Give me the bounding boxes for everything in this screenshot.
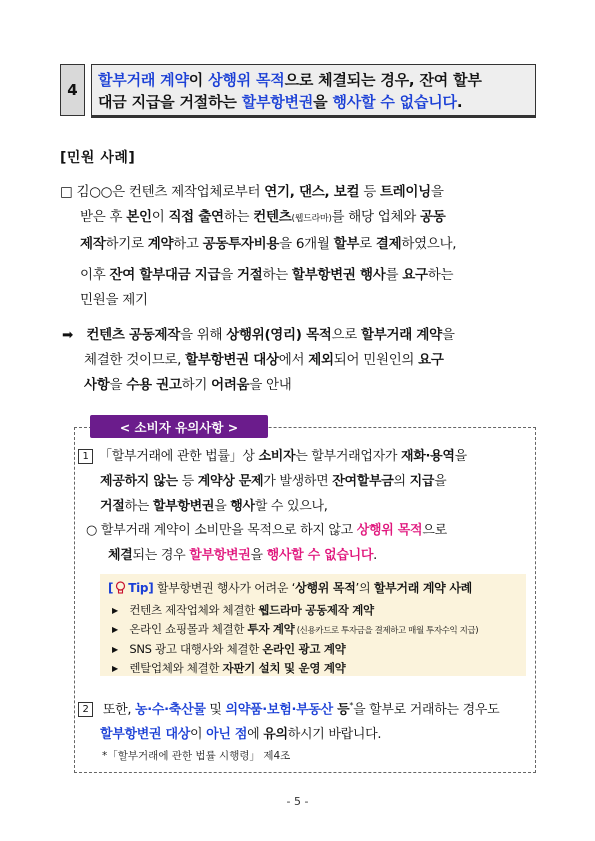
case-section-title: [민원 사례] <box>60 150 136 166</box>
notice-item-2: 2 또한, 농·수·축산물 및 의약품·보험·부동산 등*을 할부로 거래하는 경우도 할부항변권 대상이 아닌 점에 유의하시기 바랍니다. <box>78 693 534 747</box>
tip-list-item: ▶ 온라인 쇼핑몰과 체결한 투자 계약 (신용카드로 투자금을 결제하고 매월 투자수익 지급) <box>108 620 518 640</box>
section-heading <box>60 64 536 118</box>
triangle-bullet-icon: ▶ <box>112 645 118 654</box>
case-paragraph-continued: 이후 잔여 할부대금 지급을 거절하는 할부항변권 행사를 요구하는 민원을 제기 <box>80 267 454 308</box>
square-bullet-icon: □ <box>60 184 73 200</box>
tip-heading: [ Tip] 할부항변권 행사가 어려운 ‘상행위 목적’의 할부거래 계약 사례 <box>108 579 518 599</box>
item-number-box: 2 <box>78 702 93 717</box>
notice-sub-item: ○ 할부거래 계약이 소비만을 목적으로 하지 않고 상행위 목적으로 체결되는 경우 할부항변권을 행사할 수 없습니다. <box>86 523 447 563</box>
tip-list-item: ▶ SNS 광고 대행사와 체결한 온라인 광고 계약 <box>108 640 518 659</box>
lightbulb-icon <box>115 581 126 599</box>
arrow-right-icon: ➡ <box>62 327 74 343</box>
notice-item-1: 1 「할부거래에 관한 법률」상 소비자는 할부거래업자가 재화·용역을 제공하지 않는 등 계약상 문제가 발생하면 잔여할부금의 지급을 거절하는 할부항변권을 행사할 수 있으나, <box>78 444 534 519</box>
triangle-bullet-icon: ▶ <box>112 625 118 634</box>
section-title-text: 할부거래 계약이 상행위 목적으로 체결되는 경우, 잔여 할부 대금 지급을 거절하는 할부항변권을 행사할 수 없습니다. <box>91 64 536 118</box>
item-number-box: 1 <box>78 449 93 464</box>
triangle-bullet-icon: ▶ <box>112 664 118 673</box>
case-paragraph: □ 김○○은 컨텐츠 제작업체로부터 연기, 댄스, 보컬 등 트레이닝을 받은 후 본인이 직접 출연하는 컨텐츠(웹드라마)를 해당 업체와 공동 제작하기로 계약하고 공동투자비용을 6개월 할부로 결제하였으나, <box>60 184 457 252</box>
consumer-notice-title: < 소비자 유의사항 > <box>90 415 268 438</box>
circle-bullet-icon: ○ <box>86 523 98 538</box>
footnote: *「할부거래에 관한 법률 시행령」 제4조 <box>102 750 291 762</box>
page-number: - 5 - <box>286 795 309 808</box>
tip-list <box>108 601 518 678</box>
tip-list-item: ▶ 컨텐츠 제작업체와 체결한 웹드라마 공동제작 계약 <box>108 601 518 620</box>
tip-list-item: ▶ 렌탈업체와 체결한 자판기 설치 및 운영 계약 <box>108 659 518 678</box>
result-paragraph: ➡ 컨텐츠 공동제작을 위해 상행위(영리) 목적으로 할부거래 계약을 체결한 것이므로, 할부항변권 대상에서 제외되어 민원인의 요구 사항을 수용 권고하기 어려움을 안내 <box>62 323 540 398</box>
triangle-bullet-icon: ▶ <box>112 606 118 615</box>
tip-box <box>100 574 526 676</box>
section-number: 4 <box>60 64 85 116</box>
